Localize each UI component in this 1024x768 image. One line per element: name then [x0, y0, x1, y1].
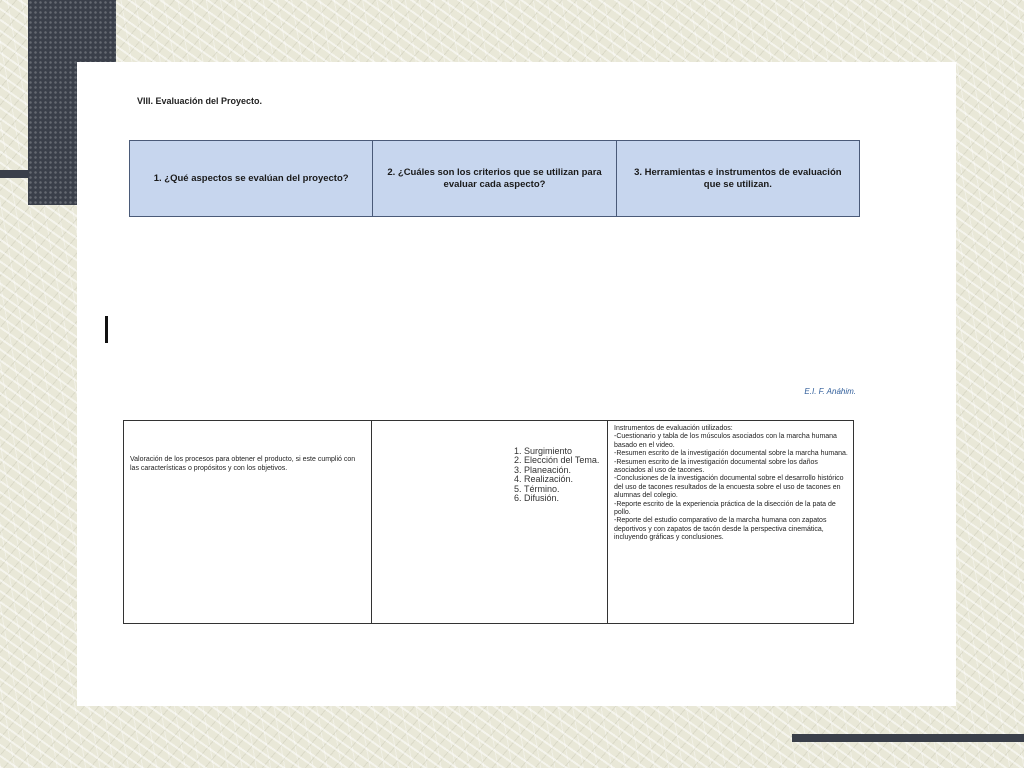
stage-item: 1. Surgimiento — [524, 447, 610, 456]
document-heading: VIII. Evaluación del Proyecto. — [137, 96, 263, 106]
stages-list — [506, 447, 610, 504]
text-cursor-mark — [105, 316, 108, 343]
header-cell-criteria: 2. ¿Cuáles son los criterios que se utilizan para evaluar cada aspecto? — [372, 141, 615, 216]
evaluation-body-table — [123, 420, 854, 624]
body-cell-instruments — [607, 421, 853, 623]
header-cell-aspects: 1. ¿Qué aspectos se evalúan del proyecto? — [153, 172, 349, 184]
evaluation-header-table — [129, 140, 860, 217]
decorative-bar-left — [0, 170, 28, 178]
stage-item: 6. Difusión. — [524, 494, 610, 503]
body-cell-stages — [371, 421, 607, 623]
slide-content — [77, 62, 956, 706]
stage-item: 3. Planeación. — [524, 466, 610, 475]
instrument-line: -Reporte del estudio comparativo de la marcha humana con zapatos deportivos y con zapatos de tacón desde la perspectiva cinemática, incluyendo gráficas y conclusiones. — [614, 517, 827, 542]
instrument-line: -Resumen escrito de la investigación documental sobre los daños asociados al uso de tacones. — [614, 458, 818, 474]
stage-item: 2. Elección del Tema. — [524, 456, 610, 465]
instrument-line: Instrumentos de evaluación utilizados: — [614, 425, 733, 432]
instrument-line: -Cuestionario y tabla de los músculos asociados con la marcha humana basado en el video. — [614, 433, 837, 449]
author-credit: E.I. F. Anáhim. — [804, 387, 856, 396]
header-cell-instruments: 3. Herramientas e instrumentos de evaluación que se utilizan. — [616, 141, 859, 216]
instrument-line: -Conclusiones de la investigación documental sobre el desarrollo histórico del uso de tacones resultados de la encuesta sobre el uso de tacones en alumnas del colegio. — [614, 475, 844, 500]
instrument-line: -Resumen escrito de la investigación documental sobre la marcha humana. — [614, 450, 848, 458]
instrument-line: -Reporte escrito de la experiencia práctica de la disección de la pata de pollo. — [614, 500, 836, 516]
stage-item: 4. Realización. — [524, 475, 610, 484]
decorative-bar-right — [792, 734, 1024, 742]
stage-item: 5. Término. — [524, 485, 610, 494]
valoracion-text: Valoración de los procesos para obtener el producto, si este cumplió con las características o propósitos y con los objetivos. — [130, 456, 356, 473]
body-cell-valoracion — [124, 421, 371, 623]
